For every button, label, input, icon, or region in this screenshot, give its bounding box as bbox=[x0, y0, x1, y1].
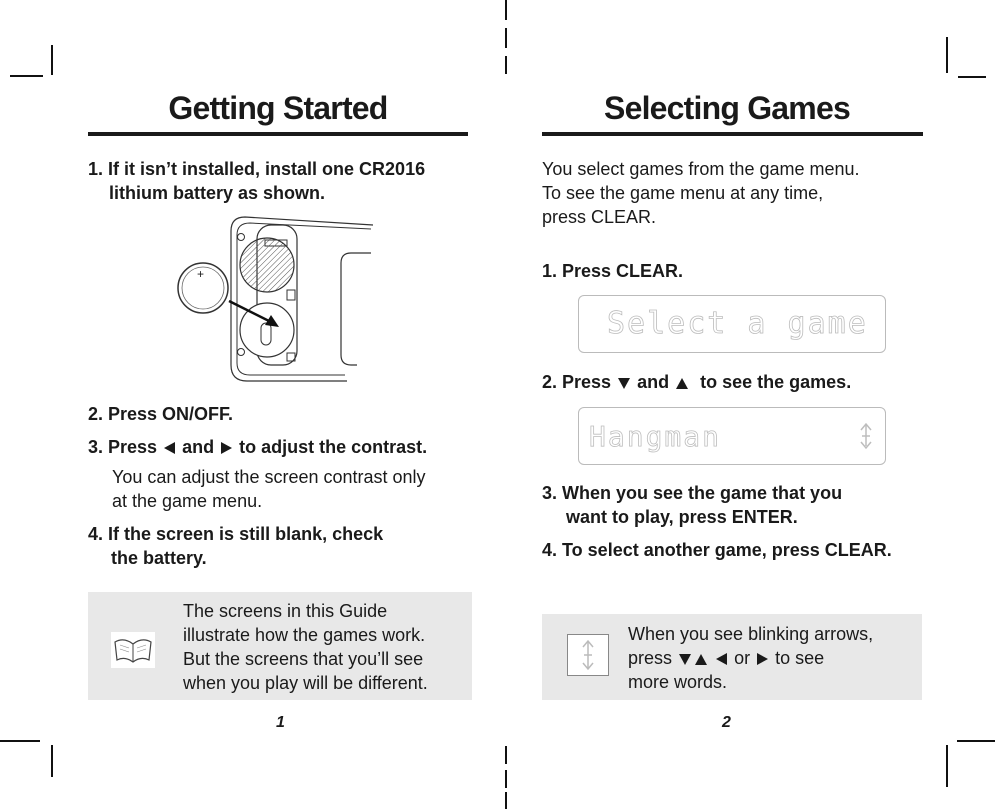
title-rule bbox=[88, 132, 468, 136]
page-title: Getting Started bbox=[168, 90, 388, 126]
book-icon bbox=[111, 632, 155, 668]
step-1: 1. Press CLEAR. bbox=[542, 261, 684, 281]
step-3: 3. When you see the game that you want to play, press ENTER. bbox=[542, 483, 843, 527]
updown-arrow-icon bbox=[859, 422, 873, 450]
step-3: 3. Press and to adjust the contrast. bbox=[88, 437, 428, 457]
note-line: more words. bbox=[628, 672, 728, 692]
intro-text: You select games from the game menu. To see the game menu at any time, press CLEAR. bbox=[542, 159, 860, 227]
down-arrow-icon bbox=[618, 378, 630, 389]
lcd-text: Hangman bbox=[589, 420, 722, 453]
guide-note-box bbox=[88, 592, 472, 700]
right-arrow-icon bbox=[221, 442, 232, 454]
up-arrow-icon bbox=[676, 378, 688, 389]
step-4: 4. If the screen is still blank, check the battery. bbox=[88, 524, 384, 568]
title-rule bbox=[542, 132, 923, 136]
note-line: illustrate how the games work. bbox=[183, 625, 426, 645]
battery-diagram bbox=[175, 215, 375, 385]
step-2: 2. Press ON/OFF. bbox=[88, 404, 234, 424]
right-arrow-icon bbox=[757, 653, 768, 665]
note-line: When you see blinking arrows, bbox=[628, 624, 874, 644]
page-title: Selecting Games bbox=[604, 90, 850, 126]
step-4: 4. To select another game, press CLEAR. bbox=[542, 540, 892, 560]
page-number: 1 bbox=[276, 714, 285, 731]
lcd-screen-hangman bbox=[578, 407, 886, 465]
battery-plus-label: + bbox=[197, 267, 205, 281]
step-2: 2. Press and to see the games. bbox=[542, 372, 852, 392]
contrast-note: You can adjust the screen contrast only at the game menu. bbox=[112, 467, 426, 511]
step-1: 1. If it isn’t installed, install one CR2016 lithium battery as shown. bbox=[88, 159, 426, 203]
lcd-screen-select bbox=[578, 295, 886, 353]
note-line: press or to see bbox=[628, 648, 825, 668]
lcd-text: Select a game bbox=[607, 306, 868, 341]
note-line: when you play will be different. bbox=[183, 673, 428, 693]
arrows-note-box bbox=[542, 614, 922, 700]
note-line: The screens in this Guide bbox=[183, 601, 388, 621]
up-arrow-icon bbox=[695, 654, 707, 665]
left-arrow-icon bbox=[716, 653, 727, 665]
updown-arrow-icon bbox=[567, 634, 609, 676]
down-arrow-icon bbox=[679, 654, 691, 665]
left-arrow-icon bbox=[164, 442, 175, 454]
note-line: But the screens that you’ll see bbox=[183, 649, 424, 669]
page-number: 2 bbox=[722, 714, 731, 731]
